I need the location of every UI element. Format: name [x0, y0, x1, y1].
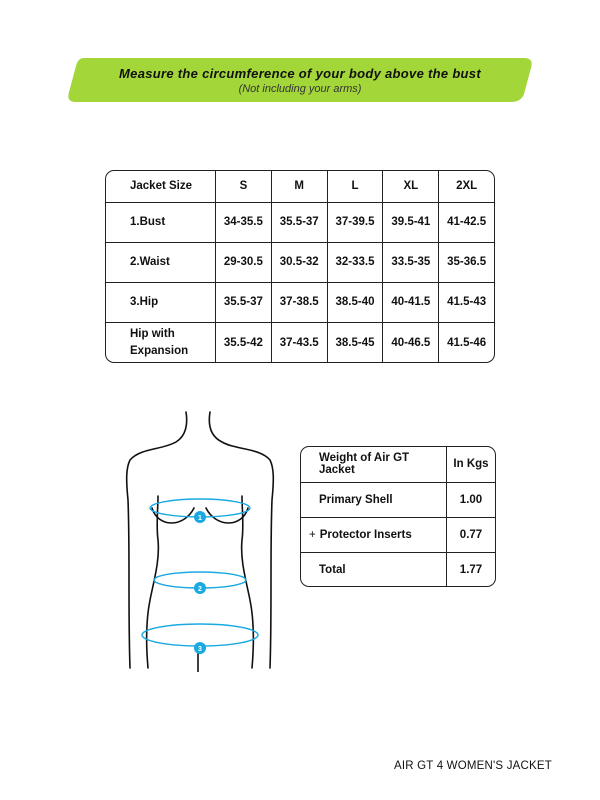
table-cell: 35.5-37 [216, 282, 272, 322]
table-cell: 41.5-43 [439, 282, 494, 322]
weight-table-header-row [301, 447, 495, 482]
size-table-header-row [106, 171, 494, 202]
weight-value: 0.77 [447, 517, 496, 552]
table-cell: 29-30.5 [216, 242, 272, 282]
table-cell: 38.5-45 [327, 322, 383, 363]
size-s-header: S [216, 171, 272, 202]
primary-shell-row [301, 482, 495, 517]
table-cell: 41.5-46 [439, 322, 494, 363]
waist-row [106, 242, 494, 282]
banner-subtitle: (Not including your arms) [238, 83, 362, 95]
table-cell: 39.5-41 [383, 202, 439, 242]
table-cell: 35.5-42 [216, 322, 272, 363]
row-label: 2.Waist [106, 242, 216, 282]
weight-header-label: Weight of Air GT Jacket [301, 447, 447, 482]
table-cell: 37-43.5 [271, 322, 327, 363]
weight-value: 1.77 [447, 552, 496, 587]
protector-inserts-row [301, 517, 495, 552]
row-label-line2: Expansion [130, 345, 189, 358]
table-cell: 32-33.5 [327, 242, 383, 282]
table-cell: 34-35.5 [216, 202, 272, 242]
instruction-banner [68, 58, 532, 102]
row-label-line1: Hip with [130, 328, 175, 341]
weight-table [300, 446, 496, 587]
plus-sign: + [309, 528, 316, 541]
row-label: 1.Bust [106, 202, 216, 242]
size-chart-table [105, 170, 495, 363]
row-label [106, 322, 216, 363]
row-label: Total [301, 552, 447, 587]
table-cell: 41-42.5 [439, 202, 494, 242]
table-cell: 35.5-37 [271, 202, 327, 242]
weight-value: 1.00 [447, 482, 496, 517]
table-cell: 40-41.5 [383, 282, 439, 322]
bust-row [106, 202, 494, 242]
table-cell: 38.5-40 [327, 282, 383, 322]
row-label: Primary Shell [301, 482, 447, 517]
size-2xl-header: 2XL [439, 171, 494, 202]
body-measurement-figure [118, 410, 296, 672]
size-xl-header: XL [383, 171, 439, 202]
jacket-size-header: Jacket Size [106, 171, 216, 202]
row-label [301, 517, 447, 552]
size-m-header: M [271, 171, 327, 202]
protector-inserts-label: Protector Inserts [319, 528, 412, 541]
table-cell: 37-38.5 [271, 282, 327, 322]
waist-marker [194, 582, 206, 594]
hip-marker [194, 642, 206, 654]
table-cell: 40-46.5 [383, 322, 439, 363]
hip-expansion-row [106, 322, 494, 363]
table-cell: 35-36.5 [439, 242, 494, 282]
table-cell: 33.5-35 [383, 242, 439, 282]
table-cell: 37-39.5 [327, 202, 383, 242]
table-cell: 30.5-32 [271, 242, 327, 282]
marker-label: 2 [198, 586, 202, 593]
total-row [301, 552, 495, 587]
banner-title: Measure the circumference of your body above the bust [119, 66, 481, 81]
row-label: 3.Hip [106, 282, 216, 322]
marker-label: 3 [198, 646, 202, 653]
hip-row [106, 282, 494, 322]
marker-label: 1 [198, 515, 202, 522]
product-name-footer: AIR GT 4 WOMEN'S JACKET [393, 760, 552, 772]
bust-marker [194, 511, 206, 523]
size-l-header: L [327, 171, 383, 202]
weight-header-unit: In Kgs [447, 447, 496, 482]
